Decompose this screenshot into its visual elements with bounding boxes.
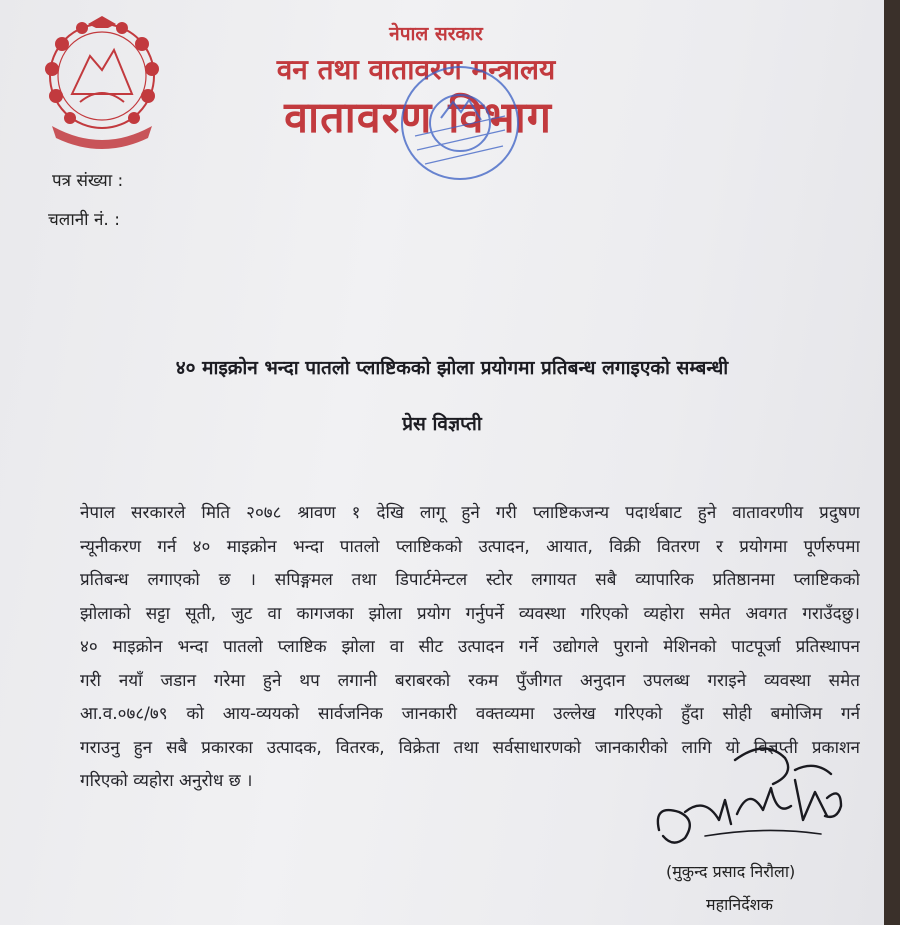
office-stamp-icon: [395, 58, 525, 188]
notice-heading: ४० माइक्रोन भन्दा पातलो प्लाष्टिकको झोला प्रयोगमा प्रतिबन्ध लगाइएको सम्बन्धी: [175, 357, 729, 379]
body-line: गराउनु हुन सबै प्रकारका उत्पादक, वितरक, विक्रेता तथा सर्वसाधारणको जानकारीको लागि यो विज्ञप्ती प्रकाशन: [80, 737, 860, 758]
body-line: प्रतिबन्ध लगाएको छ । सपिङ्गमल तथा डिपार्टमेन्टल स्टोर लगायत सबै व्यापारिक प्रतिष्ठानमा प्लाष्टिकको: [80, 570, 860, 590]
body-line: ४० माइक्रोन भन्दा पातलो प्लाष्टिक झोला वा सीट उत्पादन गर्ने उद्योगले पुरानो मेशिनको पाटपूर्जा प्रतिस्थापन: [80, 637, 860, 657]
letterhead-government: नेपाल सरकार: [389, 23, 483, 45]
letterhead-department: वातावरण विभाग: [284, 93, 552, 143]
letter-number-label: पत्र संख्या :: [52, 171, 124, 191]
body-line: गरी नयाँ जडान गरेमा हुने थप लगानी बराबरको रकम पुँजीगत अनुदान उपलब्ध गराइने व्यवस्था समेत: [80, 670, 860, 691]
body-line: आ.व.०७८/७९ को आय-व्ययको सार्वजनिक जानकारी वक्तव्यमा उल्लेख गरिएको हुँदा सोही बमोजिम गर्न: [80, 704, 860, 724]
body-line: झोलाको सट्टा सूती, जुट वा कागजका झोला प्रयोग गर्नुपर्ने व्यवस्था गरिएको व्यहोरा समेत अवगत गराउँदछु।: [80, 603, 860, 624]
letterhead-ministry: वन तथा वातावरण मन्त्रालय: [276, 53, 556, 86]
body-line: गरिएको व्यहोरा अनुरोध छ ।: [80, 771, 253, 791]
body-line: न्यूनीकरण गर्न ४० माइक्रोन भन्दा पातलो प्लाष्टिकको उत्पादन, आयात, विक्री वितरण र प्रयोगमा पूर्णरुपमा: [80, 536, 860, 557]
dispatch-number-label: चलानी नं. :: [48, 210, 120, 230]
signatory-designation: महानिर्देशक: [706, 895, 773, 914]
background-edge: [884, 0, 900, 925]
body-line: नेपाल सरकारले मिति २०७८ श्रावण १ देखि लागू हुने गरी प्लाष्टिकजन्य पदार्थबाट हुने वातावरणीय प्रदुषण: [80, 503, 860, 523]
notice-subheading: प्रेस विज्ञप्ती: [402, 413, 482, 435]
signatory-name: (मुकुन्द प्रसाद निरौला): [666, 862, 796, 881]
handwritten-signature-icon: [645, 740, 855, 850]
